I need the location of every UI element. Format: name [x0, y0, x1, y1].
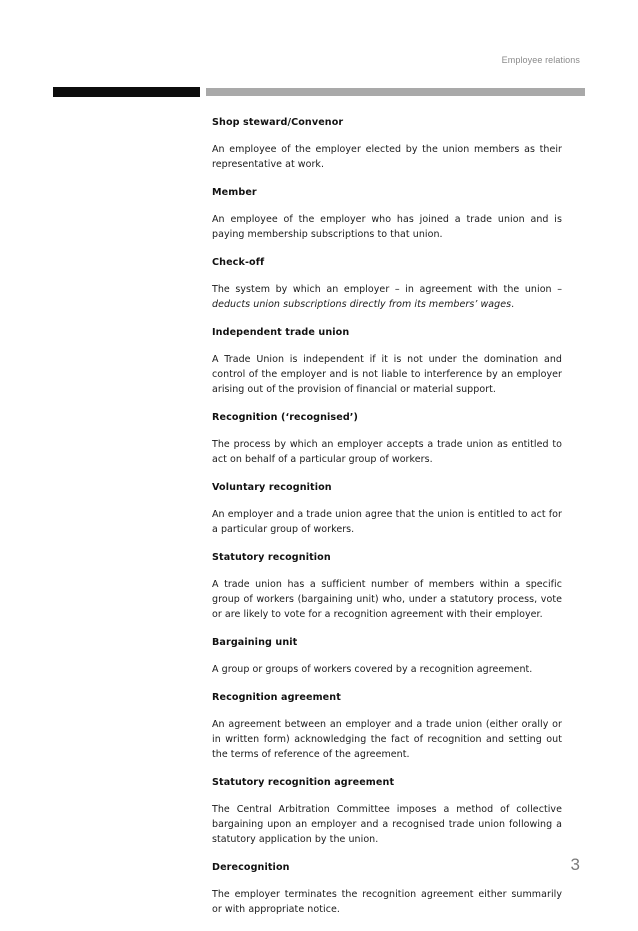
term-check-off: Check-off: [212, 257, 265, 268]
header-rule-black: [53, 87, 200, 97]
definition-recognition-agreement: An agreement between an employer and a trade union (either orally or in written form) acknowledging the fact of recognition and setting out the terms of reference of the agreement.: [212, 719, 562, 760]
definition-check-off: [212, 282, 562, 312]
definition-voluntary-recognition: An employer and a trade union agree that the union is entitled to act for a particular group of workers.: [212, 509, 562, 535]
definition-statutory-recognition: A trade union has a sufficient number of members within a specific group of workers (bargaining unit) who, under a statutory process, vote or are likely to vote for a recognition agreement with their employer.: [212, 579, 562, 620]
definition-independent-trade-union: A Trade Union is independent if it is not under the domination and control of the employer and is not liable to interference by an employer arising out of the provision of financial or material support.: [212, 354, 562, 395]
term-statutory-recognition: Statutory recognition: [212, 552, 331, 563]
page-number: 3: [570, 855, 580, 874]
term-recognition: Recognition (‘recognised’): [212, 412, 359, 423]
definition-recognition: The process by which an employer accepts a trade union as entitled to act on behalf of a particular group of workers.: [212, 439, 562, 465]
term-statutory-recognition-agreement: Statutory recognition agreement: [212, 777, 395, 788]
definition-check-off-italic: deducts union subscriptions directly from its members’ wages: [212, 299, 512, 310]
definition-statutory-recognition-agreement: The Central Arbitration Committee imposes a method of collective bargaining upon an employer and a recognised trade union following a statutory application by the union.: [212, 804, 562, 845]
glossary-content: [212, 116, 562, 931]
term-shop-steward: Shop steward/Convenor: [212, 117, 344, 128]
term-independent-trade-union: Independent trade union: [212, 327, 350, 338]
term-member: Member: [212, 187, 257, 198]
header-rule-grey: [206, 88, 585, 96]
term-bargaining-unit: Bargaining unit: [212, 637, 298, 648]
definition-member: An employee of the employer who has joined a trade union and is paying membership subscriptions to that union.: [212, 214, 562, 240]
term-derecognition: Derecognition: [212, 862, 290, 873]
definition-check-off-plain: The system by which an employer – in agreement with the union –: [212, 284, 562, 295]
term-voluntary-recognition: Voluntary recognition: [212, 482, 332, 493]
definition-bargaining-unit: A group or groups of workers covered by a recognition agreement.: [212, 664, 533, 675]
definition-check-off-end: .: [511, 299, 515, 310]
definition-derecognition: The employer terminates the recognition agreement either summarily or with appropriate notice.: [212, 889, 562, 915]
term-recognition-agreement: Recognition agreement: [212, 692, 341, 703]
page-header-label: Employee relations: [501, 55, 580, 65]
definition-shop-steward: An employee of the employer elected by the union members as their representative at work.: [212, 144, 562, 170]
